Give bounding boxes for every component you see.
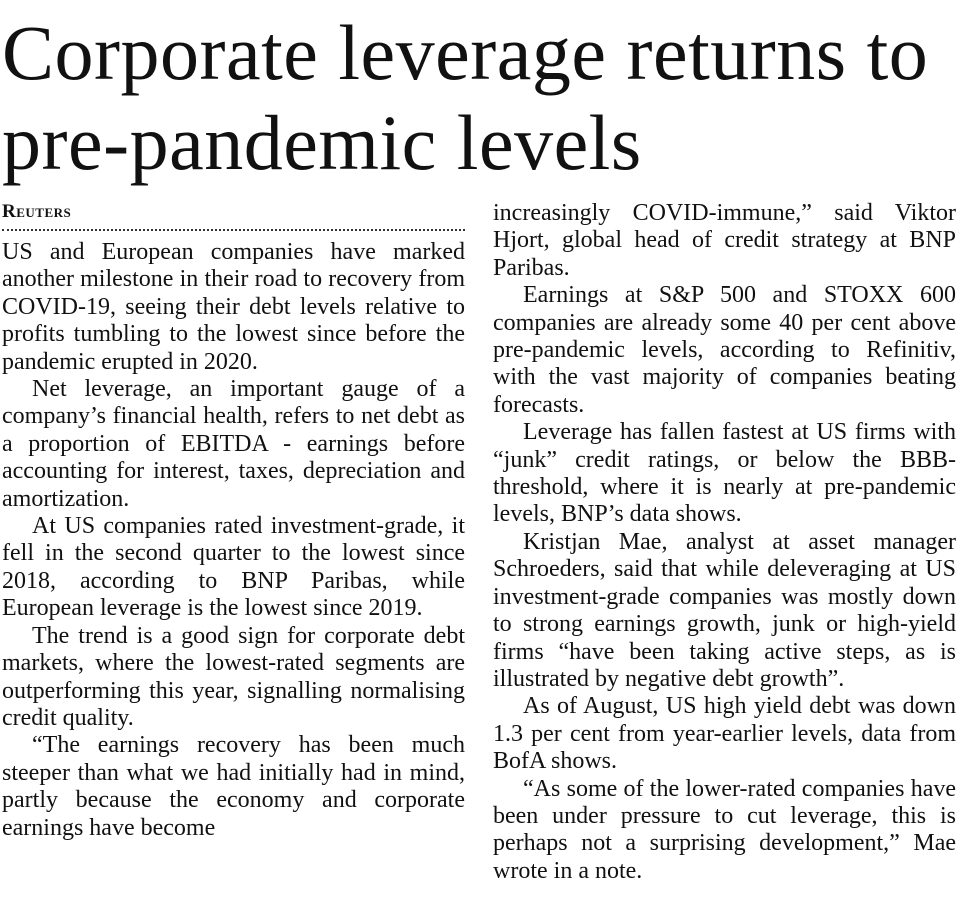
left-column xyxy=(2,200,465,842)
paragraph: Net leverage, an important gauge of a company’s financial health, refers to net debt as a proportion of EBITDA - earnings before accounting for interest, taxes, depreciation and amortization. xyxy=(2,376,465,512)
paragraph: The trend is a good sign for corporate debt markets, where the lowest-rated segments are outperforming this year, signalling normalising credit quality. xyxy=(2,622,465,731)
paragraph: increasingly COVID-immune,” said Viktor Hjort, global head of credit strategy at BNP Paribas. xyxy=(493,200,956,281)
paragraph: Leverage has fallen fastest at US firms with “junk” credit ratings, or below the BBB- threshold, where it is nearly at pre-pandemic levels, BNP’s data shows. xyxy=(493,419,956,528)
paragraph: As of August, US high yield debt was down 1.3 per cent from year-earlier levels, data from BofA shows. xyxy=(493,693,956,775)
paragraph: At US companies rated investment-grade, it fell in the second quarter to the lowest since 2018, according to BNP Paribas, while European leverage is the lowest since 2019. xyxy=(2,513,465,622)
paragraph: Earnings at S&P 500 and STOXX 600 companies are already some 40 per cent above pre-pandemic levels, according to Refinitiv, with the vast majority of companies beating forecasts. xyxy=(493,282,956,418)
headline: Corporate leverage returns to pre-pandemic levels xyxy=(2,9,929,186)
byline: Reuters xyxy=(2,200,465,231)
right-column xyxy=(493,200,956,885)
paragraph: Kristjan Mae, analyst at asset manager Schroeders, said that while deleveraging at US investment-grade companies was mostly down to strong earnings growth, junk or high-yield firms “have been taking active steps, as is illustrated by negative debt growth”. xyxy=(493,528,956,692)
paragraph: “The earnings recovery has been much steeper than what we had initially had in mind, partly because the economy and corporate earnings have become xyxy=(2,732,465,841)
paragraph: US and European companies have marked another milestone in their road to recovery from COVID-19, seeing their debt levels relative to profits tumbling to the lowest since before the pandemic erupted in 2020. xyxy=(2,239,465,375)
paragraph: “As some of the lower-rated companies have been under pressure to cut leverage, this is perhaps not a surprising development,” Mae wrote in a note. xyxy=(493,775,956,884)
